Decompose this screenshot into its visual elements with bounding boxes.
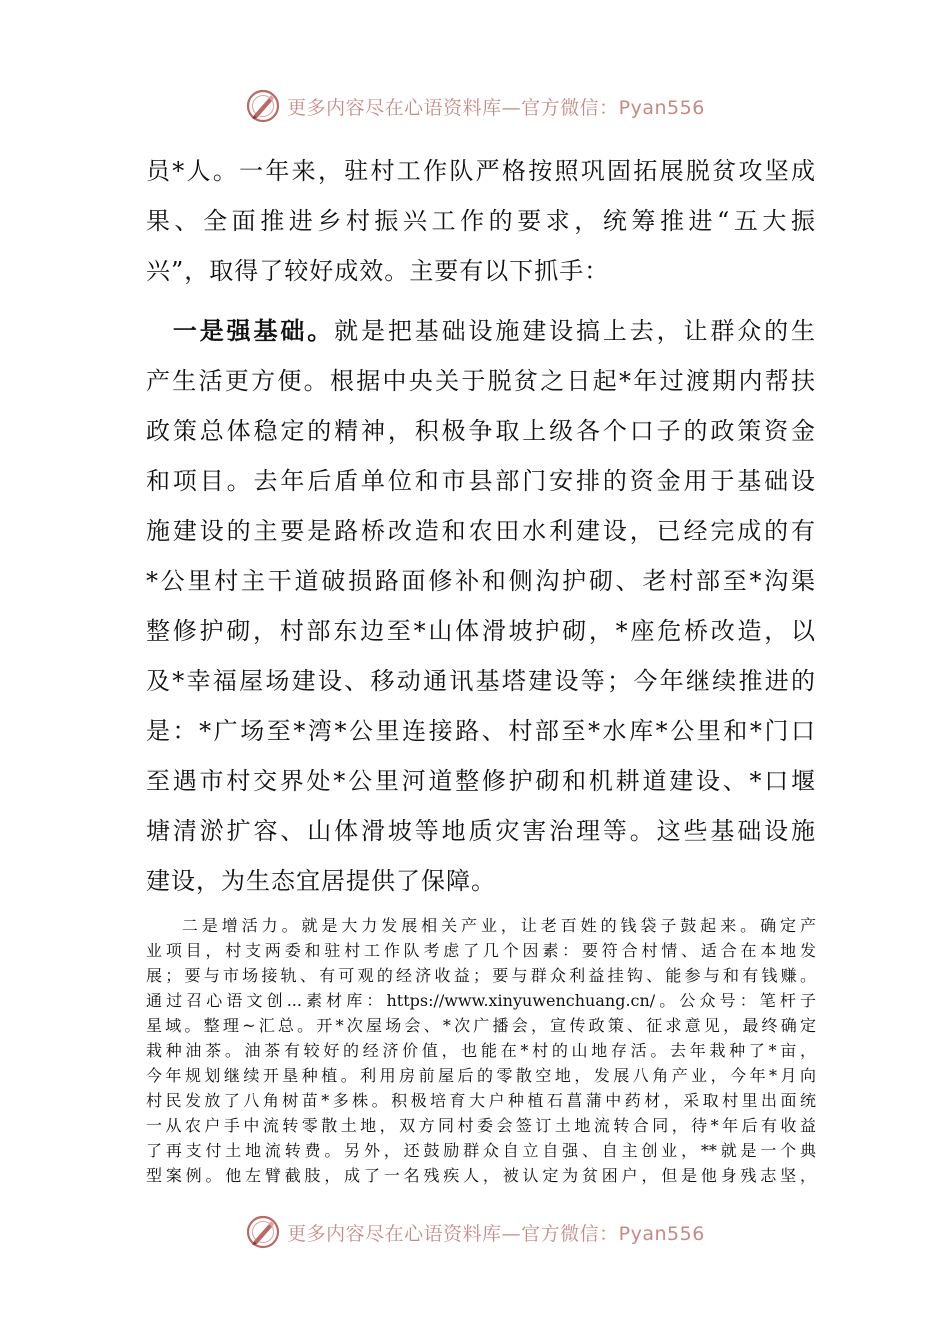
document-body — [146, 146, 816, 906]
section1-lead: 一是强基础。 — [171, 316, 335, 345]
section2-line: 型案例。他左臂截肢，成了一名残疾人，被认定为贫困户，但是他身残志坚， — [146, 1166, 816, 1185]
section2-line: 村民发放了八角树苗*多株。积极培育大户种植石菖蒲中药材，采取村里出面统 — [146, 1091, 816, 1110]
section1-first-line — [146, 306, 816, 356]
section2-line: 栽种油茶。油茶有较好的经济价值，也能在*村的山地存活。去年栽种了*亩， — [146, 1041, 816, 1060]
watermark-banner-bottom — [0, 1210, 950, 1254]
section2-line: 星域。整理~汇总。开*次屋场会、*次广播会，宣传政策、征求意见，最终确定 — [146, 1016, 816, 1035]
section2-line: 通过召心语文创...素材库：https://www.xinyuwenchuang.cn/。公众号：笔杆子 — [146, 991, 816, 1010]
pen-logo-icon — [245, 1214, 281, 1250]
intro-line-3: 兴”，取得了较好成效。主要有以下抓手： — [146, 257, 610, 285]
section2-line: 今年规划继续开垦种植。利用房前屋后的零散空地，发展八角产业，今年*月向 — [146, 1066, 816, 1085]
section2-line: 展；要与市场接轨、有可观的经济收益；要与群众利益挂钩、能参与和有钱赚。 — [146, 966, 816, 985]
section2-line: 二是增活力。就是大力发展相关产业，让老百姓的钱袋子鼓起来。确定产 — [178, 916, 816, 935]
section1-line: 和项目。去年后盾单位和市县部门安排的资金用于基础设 — [146, 467, 816, 495]
section1-line: 是：*广场至*湾*公里连接路、村部至*水库*公里和*门口 — [146, 717, 816, 745]
section1-line: 施建设的主要是路桥改造和农田水利建设，已经完成的有 — [146, 517, 816, 545]
section1-line: 产生活更方便。根据中央关于脱贫之日起*年过渡期内帮扶 — [146, 367, 816, 395]
section2-line: 了再支付土地流转费。另外，还鼓励群众自立自强、自主创业，**就是一个典 — [146, 1141, 816, 1160]
section1-line: 政策总体稳定的精神，积极争取上级各个口子的政策资金 — [146, 417, 816, 445]
section2-line: 一从农户手中流转零散土地，双方同村委会签订土地流转合同，待*年后有收益 — [146, 1116, 816, 1135]
section1-line: 至遇市村交界处*公里河道整修护砌和机耕道建设、*口堰 — [146, 767, 816, 795]
section1-line: 及*幸福屋场建设、移动通讯基塔建设等；今年继续推进的 — [146, 667, 816, 695]
watermark-text: 更多内容尽在心语资料库—官方微信：Pyan556 — [287, 1222, 705, 1245]
watermark-text: 更多内容尽在心语资料库—官方微信：Pyan556 — [287, 96, 705, 119]
section1-first-line-text: 就是把基础设施建设搞上去，让群众的生 — [334, 317, 816, 345]
section1-line: 塘清淤扩容、山体滑坡等地质灾害治理等。这些基础设施 — [146, 817, 816, 845]
pen-logo-icon — [245, 88, 281, 124]
intro-line-2: 果、全面推进乡村振兴工作的要求，统筹推进“五大振 — [146, 207, 816, 235]
watermark-banner-top — [0, 84, 950, 128]
section2-paragraph — [146, 913, 816, 1188]
section1-line: 建设，为生态宜居提供了保障。 — [146, 867, 496, 895]
section1-line: 整修护砌，村部东边至*山体滑坡护砌，*座危桥改造，以 — [146, 617, 816, 645]
section1-line: *公里村主干道破损路面修补和侧沟护砌、老村部至*沟渠 — [146, 567, 816, 595]
intro-line-1: 员*人。一年来，驻村工作队严格按照巩固拓展脱贫攻坚成 — [146, 157, 816, 185]
section2-line: 业项目，村支两委和驻村工作队考虑了几个因素：要符合村情、适合在本地发 — [146, 941, 816, 960]
